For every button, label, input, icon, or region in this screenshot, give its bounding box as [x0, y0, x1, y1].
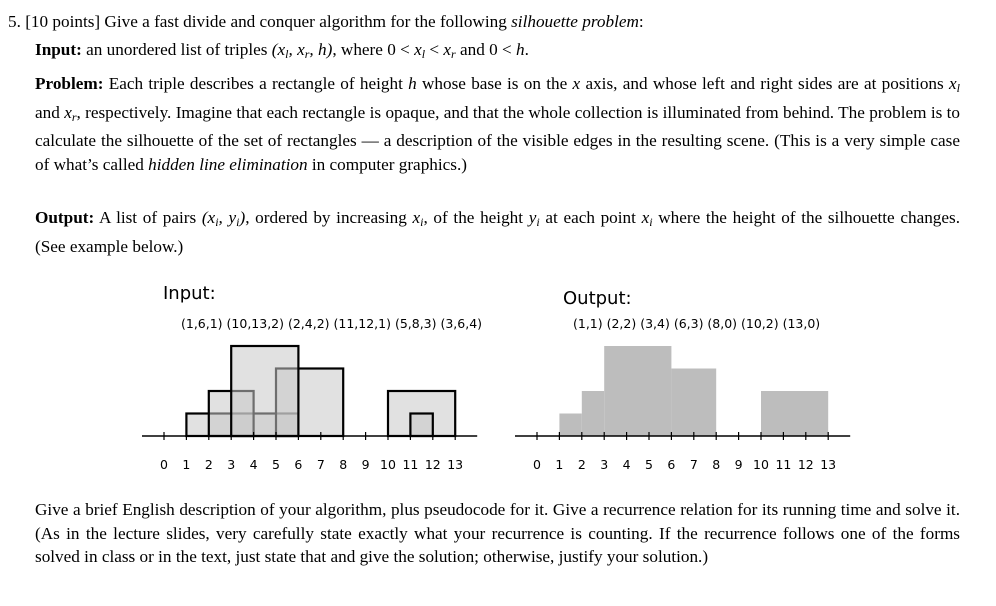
figure-input-title: Input:: [163, 283, 216, 304]
input-rect-6: [231, 346, 298, 436]
input-axis-label: 5: [272, 457, 280, 472]
output-text-1: A list of pairs: [98, 208, 197, 227]
input-axis-label: 4: [249, 457, 258, 472]
output-axis-label: 1: [555, 457, 564, 472]
output-silhouette: [559, 346, 828, 436]
output-axis-label: 6: [667, 457, 676, 472]
output-axis-label: 3: [600, 457, 609, 472]
input-axis-label: 7: [316, 457, 325, 472]
problem-paragraph: Problem: Each triple describes a rectangle of height h whose base is on the x axis, and whose left and right sides are at positions $x_l$ and $x_r$, respectively. Imagine that each rectangle is opaque, and that the whole collection is illuminated from behind. The problem is to calculate the silhouette of the set of rectangles — a description of the visible edges in the resulting scene. (This is a very simple case of what’s called hidden line elimination in computer graphics.): [35, 74, 961, 174]
input-axis-label: 8: [339, 457, 348, 472]
problem-name: silhouette problem: [511, 12, 639, 31]
output-text-2: , ordered by increasing: [245, 208, 407, 227]
output-text-5: where the height of the silhouette changes. (See example below.): [35, 208, 961, 256]
output-axis: [515, 432, 850, 472]
problem-points-text: [10 points] Give a fast divide and conquer algorithm for the following: [25, 12, 507, 31]
problem-text-5: , respectively. Imagine that each rectangle is opaque, and that the whole collection is illuminated from behind. The problem is to calculate the silhouette of the set of rectangles — a description of the visible edges in the resulting scene. (This is a very simple case of what’s called: [35, 102, 961, 174]
input-axis-label: 12: [424, 457, 441, 472]
output-text-3: , of the height: [423, 208, 524, 227]
output-axis-label: 12: [797, 457, 814, 472]
output-axis-label: 2: [577, 457, 586, 472]
constraint-math-1: $0 < x_l < x_r$: [387, 40, 456, 61]
input-axis-label: 6: [294, 457, 303, 472]
output-step-3: [604, 346, 671, 436]
figure-output-list: (1,1) (2,2) (3,4) (6,3) (8,0) (10,2) (13,0): [573, 316, 821, 331]
output-step-6: [761, 391, 828, 436]
output-step-4: [671, 369, 716, 437]
triple-math: ($x_l$, $x_r$, h): [271, 40, 333, 61]
input-axis: [142, 432, 477, 472]
output-axis-label: 4: [622, 457, 631, 472]
input-axis-label: 1: [182, 457, 191, 472]
figure-input-list: (1,6,1) (10,13,2) (2,4,2) (11,12,1) (5,8,3) (3,6,4): [181, 316, 483, 331]
output-axis-label: 10: [753, 457, 769, 472]
output-axis-label: 13: [820, 457, 837, 472]
input-axis-label: 11: [402, 457, 419, 472]
problem-text-6: in computer graphics.): [311, 154, 467, 174]
input-rectangles: [186, 346, 455, 436]
input-text-1: an unordered list of triples: [86, 40, 268, 59]
input-rect-4: [410, 414, 432, 437]
heading-colon: :: [638, 12, 644, 31]
input-axis-label: 10: [380, 457, 396, 472]
output-axis-label: 0: [533, 457, 541, 472]
output-axis-label: 8: [712, 457, 721, 472]
problem-text-2: whose base is on the: [422, 74, 568, 93]
input-axis-label: 9: [361, 457, 370, 472]
output-paragraph: Output: A list of pairs ($x_i$, $y_i$), ordered by increasing $x_i$, of the height $y_i$ at each point $x_i$ where the height of the silhouette changes. (See example below.): [35, 208, 961, 256]
input-axis-label: 3: [227, 457, 236, 472]
output-label: Output:: [35, 208, 95, 227]
output-axis-label: 9: [734, 457, 743, 472]
output-text-4: at each point: [545, 208, 636, 227]
input-axis-label: 13: [447, 457, 464, 472]
output-step-1: [559, 414, 581, 437]
input-text-3: and: [460, 40, 485, 59]
output-axis-label: 11: [775, 457, 792, 472]
problem-text-1: Each triple describes a rectangle of height: [108, 74, 403, 93]
problem-text-4: and: [35, 102, 60, 122]
output-axis-label: 7: [689, 457, 698, 472]
input-text-2: where: [340, 40, 383, 59]
input-axis-label: 0: [160, 457, 168, 472]
constraint-math-2: 0 < h: [489, 40, 525, 59]
input-paragraph: Input: an unordered list of triples ($x_l$, $x_r$, h), where $0 < x_l < x_r$ and 0 < h.: [35, 40, 529, 61]
input-label: Input:: [35, 40, 82, 59]
problem-italic-term: hidden line elimination: [148, 154, 308, 174]
problem-text-3: axis, and whose left and right sides are at positions: [585, 74, 944, 93]
output-axis-label: 5: [645, 457, 653, 472]
input-axis-label: 2: [204, 457, 213, 472]
problem-number: 5.: [8, 12, 21, 31]
problem-label: Problem:: [35, 74, 104, 93]
output-step-2: [582, 391, 604, 436]
figure-output-title: Output:: [563, 288, 632, 309]
closing-paragraph: Give a brief English description of your algorithm, plus pseudocode for it. Give a recurrence relation for its running time and solve it. (As in the lecture slides, very carefully state exactly what your recurrence is counting. If the recurrence follows one of the forms solved in class or in the text, just state that and give the solution; otherwise, justify your solution.): [35, 500, 960, 566]
